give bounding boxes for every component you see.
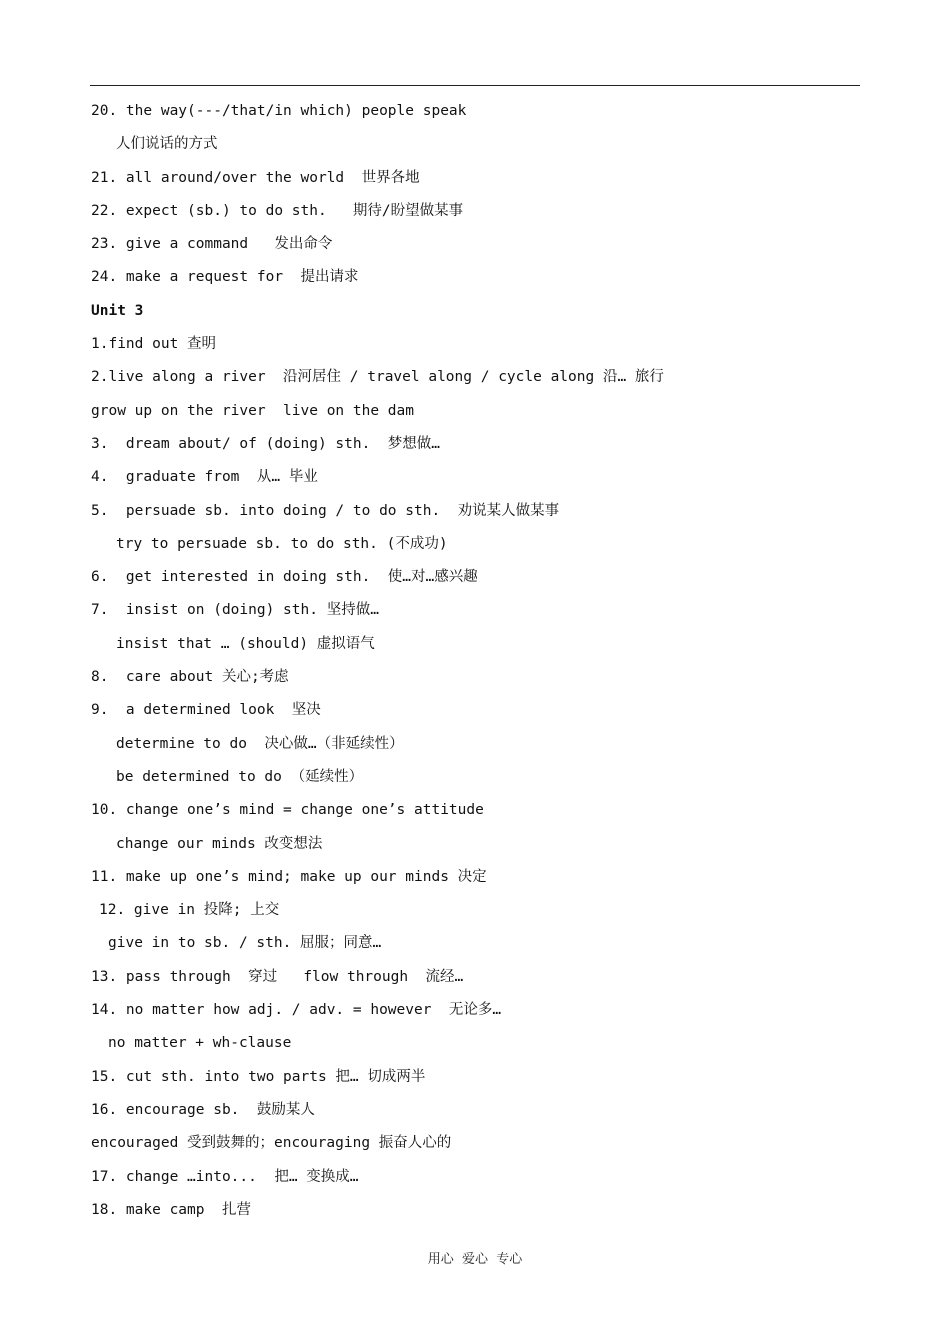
list-item: 11. make up one’s mind; make up our minds 决定: [91, 868, 487, 885]
list-item: 10. change one’s mind = change one’s attitude: [91, 802, 484, 819]
list-item: 24. make a request for 提出请求: [91, 269, 359, 286]
header-rule: [90, 85, 860, 86]
list-item: 4. graduate from 从… 毕业: [91, 469, 318, 486]
list-item: encouraged 受到鼓舞的；encouraging 振奋人心的: [91, 1135, 452, 1152]
list-item: 18. make camp 扎营: [91, 1201, 251, 1218]
list-item: no matter + wh-clause: [108, 1035, 292, 1052]
list-item: determine to do 决心做…（非延续性）: [116, 735, 404, 752]
list-item: 8. care about 关心;考虑: [91, 669, 289, 686]
list-item: insist that … (should) 虚拟语气: [116, 635, 375, 652]
list-item: 1.find out 查明: [91, 336, 217, 353]
list-item: grow up on the river live on the dam: [91, 402, 415, 419]
section-heading: Unit 3: [91, 302, 144, 319]
page-footer: 用心 爱心 专心: [427, 1252, 523, 1267]
list-item: 13. pass through 穿过 flow through 流经…: [91, 968, 464, 985]
list-item: 3. dream about/ of (doing) sth. 梦想做…: [91, 435, 441, 452]
list-item: 21. all around/over the world 世界各地: [91, 169, 420, 186]
list-item: 17. change …into... 把… 变换成…: [91, 1168, 359, 1185]
list-item: 2.live along a river 沿河居住 / travel along / cycle along 沿… 旅行: [91, 369, 664, 386]
list-item: try to persuade sb. to do sth. (不成功): [116, 535, 448, 552]
list-item: 14. no matter how adj. / adv. = however 无论多…: [91, 1002, 502, 1019]
list-item: be determined to do （延续性）: [116, 768, 364, 785]
list-item: 5. persuade sb. into doing / to do sth. 劝说某人做某事: [91, 502, 560, 519]
list-item: 20. the way(---/that/in which) people speak: [91, 103, 467, 119]
vocabulary-list: [0, 97, 950, 1229]
list-item: 人们说话的方式: [116, 136, 218, 153]
list-item: 7. insist on (doing) sth. 坚持做…: [91, 602, 379, 619]
list-item: 9. a determined look 坚决: [91, 702, 321, 719]
list-item: 6. get interested in doing sth. 使…对…感兴趣: [91, 569, 478, 586]
list-item: 15. cut sth. into two parts 把… 切成两半: [91, 1068, 426, 1085]
list-item: 12. give in 投降; 上交: [99, 902, 280, 919]
list-item: change our minds 改变想法: [116, 835, 323, 852]
list-item: 16. encourage sb. 鼓励某人: [91, 1101, 315, 1118]
list-item: give in to sb. / sth. 屈服；同意…: [108, 935, 382, 952]
list-item: 23. give a command 发出命令: [91, 236, 333, 253]
list-item: 22. expect (sb.) to do sth. 期待/盼望做某事: [91, 202, 464, 219]
